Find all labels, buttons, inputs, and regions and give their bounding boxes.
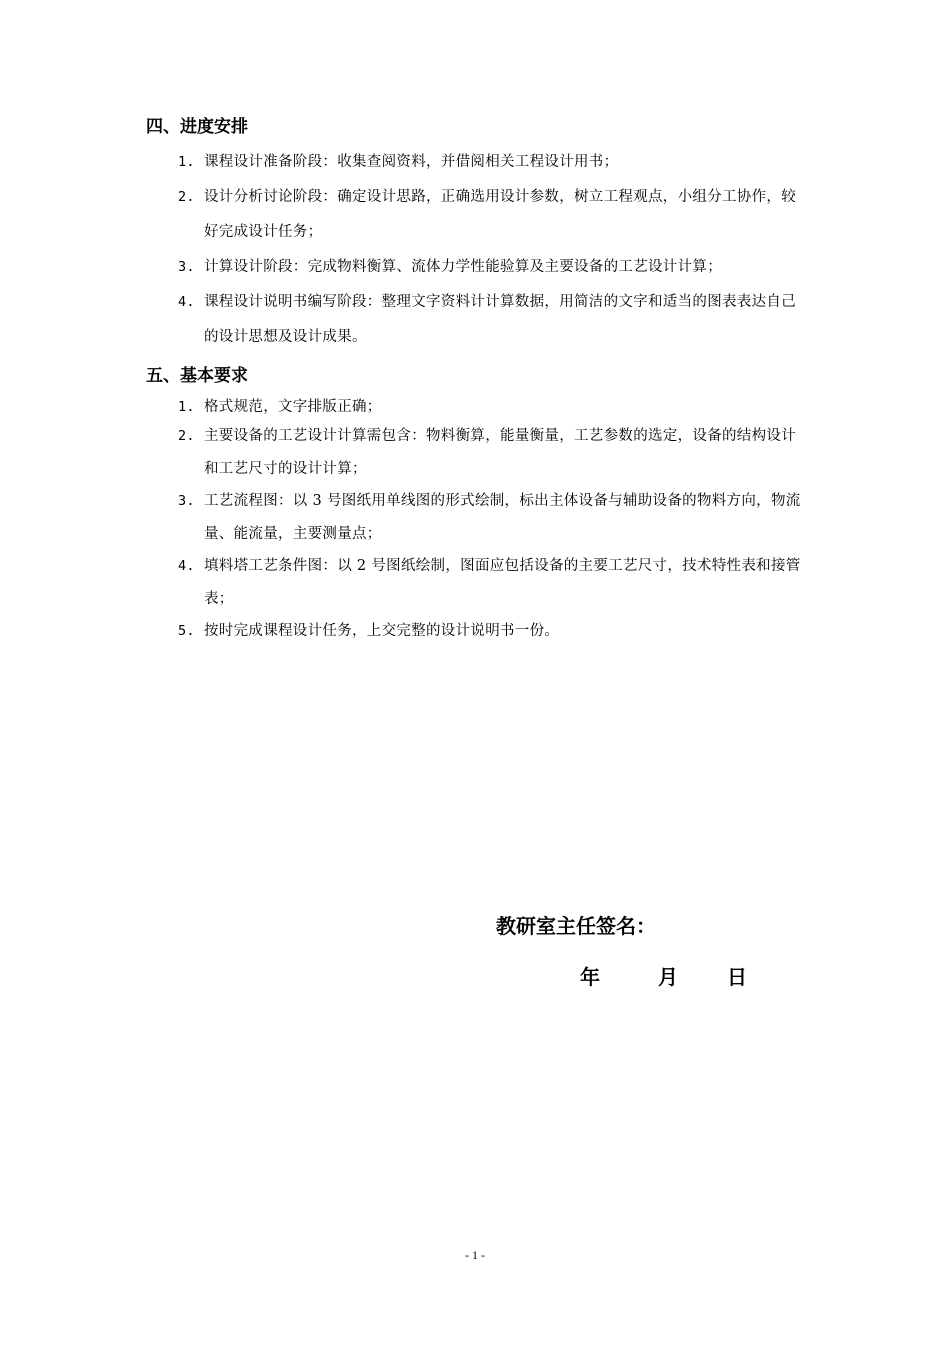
list-text: 课程设计准备阶段：收集查阅资料，并借阅相关工程设计用书； — [204, 154, 619, 170]
list-text: 课程设计说明书编写阶段：整理文字资料计计算数据，用简洁的文字和适当的图表表达自己的设计思想及设计成果。 — [204, 294, 796, 345]
list-number: 3. — [178, 259, 195, 275]
requirements-heading: 五、基本要求 — [146, 366, 248, 386]
list-number: 4. — [178, 294, 195, 310]
list-text: 工艺流程图：以 3 号图纸用单线图的形式绘制，标出主体设备与辅助设备的物料方向，物流量、能流量，主要测量点； — [204, 493, 801, 542]
page-number: - 1 - — [465, 1248, 485, 1262]
date-year-label: 年 — [580, 965, 600, 989]
schedule-item-2 — [178, 180, 810, 250]
list-text: 计算设计阶段：完成物料衡算、流体力学性能验算及主要设备的工艺设计计算； — [204, 259, 722, 275]
list-text: 格式规范，文字排版正确； — [204, 399, 382, 415]
list-number: 1. — [178, 154, 195, 170]
list-number: 1. — [178, 399, 195, 415]
requirement-item-4 — [178, 550, 810, 616]
requirement-item-3 — [178, 485, 810, 551]
date-month-label: 月 — [658, 965, 678, 989]
list-number: 5. — [178, 623, 195, 639]
requirement-item-2 — [178, 420, 810, 486]
list-text: 主要设备的工艺设计计算需包含：物料衡算，能量衡量，工艺参数的选定，设备的结构设计和工艺尺寸的设计计算； — [204, 428, 796, 477]
list-number: 2. — [178, 189, 195, 205]
list-number: 3. — [178, 493, 195, 509]
schedule-heading: 四、进度安排 — [146, 117, 248, 137]
list-text: 设计分析讨论阶段：确定设计思路，正确选用设计参数，树立工程观点，小组分工协作，较好完成设计任务； — [204, 189, 796, 240]
schedule-item-3 — [178, 250, 810, 285]
schedule-item-4 — [178, 285, 810, 355]
list-text: 按时完成课程设计任务，上交完整的设计说明书一份。 — [204, 623, 560, 639]
list-number: 2. — [178, 428, 195, 444]
date-day-label: 日 — [727, 965, 747, 989]
schedule-item-1 — [178, 145, 810, 180]
signature-label: 教研室主任签名： — [496, 914, 656, 938]
requirement-item-5 — [178, 615, 810, 648]
list-text: 填料塔工艺条件图：以 2 号图纸绘制，图面应包括设备的主要工艺尺寸，技术特性表和接管表； — [204, 558, 801, 607]
list-number: 4. — [178, 558, 195, 574]
